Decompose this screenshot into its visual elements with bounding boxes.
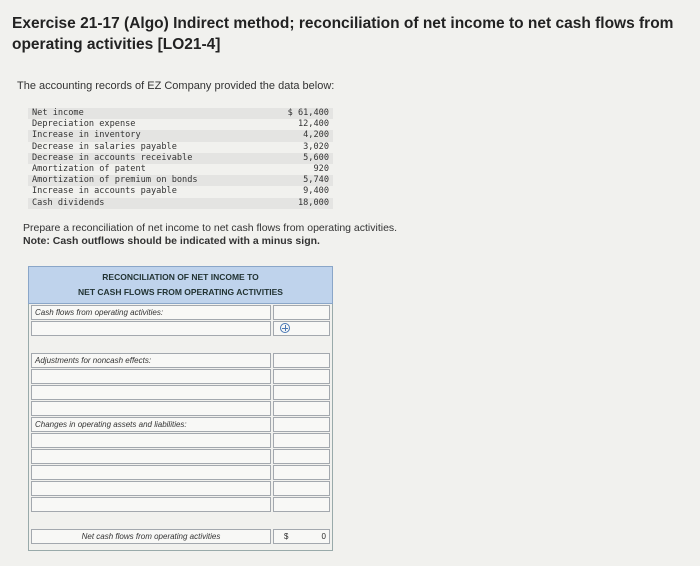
answer-label-input[interactable] (31, 321, 271, 336)
instructions (23, 222, 397, 248)
answer-amount-input[interactable] (273, 433, 330, 448)
answer-row (28, 400, 333, 416)
total-row (28, 528, 333, 544)
data-value: 18,000 (265, 198, 333, 209)
exercise-title: Exercise 21-17 (Algo) Indirect method; reconciliation of net income to net cash flows from operating activities [LO21-4] (12, 15, 674, 53)
data-row (28, 119, 333, 130)
data-value: $ 61,400 (265, 108, 333, 119)
answer-amount-input[interactable] (273, 449, 330, 464)
data-label: Net income (28, 108, 265, 119)
data-row (28, 186, 333, 197)
answer-amount-input[interactable] (273, 465, 330, 480)
spacer-row (28, 336, 333, 352)
answer-amount-input[interactable] (273, 401, 330, 416)
answer-row (28, 464, 333, 480)
answer-row (28, 480, 333, 496)
spacer-row (28, 512, 333, 528)
data-label: Increase in inventory (28, 130, 265, 141)
answer-label-input[interactable] (31, 385, 271, 400)
data-label: Cash dividends (28, 198, 265, 209)
data-value: 5,740 (265, 175, 333, 186)
data-value: 9,400 (265, 186, 333, 197)
total-label: Net cash flows from operating activities (31, 529, 271, 544)
cash-flows-section-row (28, 304, 333, 320)
cash-flows-section-amount (273, 305, 330, 320)
data-value: 920 (265, 164, 333, 175)
answer-label-input[interactable] (31, 401, 271, 416)
data-label: Depreciation expense (28, 119, 265, 130)
answer-label-input[interactable] (31, 433, 271, 448)
answer-amount-input[interactable] (273, 385, 330, 400)
answer-row (28, 384, 333, 400)
data-row (28, 164, 333, 175)
changes-section-amount (273, 417, 330, 432)
data-label: Amortization of patent (28, 164, 265, 175)
reconciliation-worksheet (28, 266, 333, 551)
answer-amount-input[interactable] (273, 321, 330, 336)
answer-label-input[interactable] (31, 369, 271, 384)
answer-label-input[interactable] (31, 497, 271, 512)
answer-amount-input[interactable] (273, 481, 330, 496)
answer-row (28, 320, 333, 336)
data-row (28, 198, 333, 209)
total-amount (273, 529, 330, 544)
answer-row (28, 496, 333, 512)
move-cursor-icon (280, 323, 290, 333)
data-label: Decrease in salaries payable (28, 142, 265, 153)
answer-label-input[interactable] (31, 481, 271, 496)
cash-flows-section-label: Cash flows from operating activities: (31, 305, 271, 320)
worksheet-header-line1: RECONCILIATION OF NET INCOME TO (102, 272, 259, 282)
instruction-note: Note: Cash outflows should be indicated with a minus sign. (23, 235, 320, 247)
answer-amount-input[interactable] (273, 369, 330, 384)
data-row (28, 175, 333, 186)
data-value: 12,400 (265, 119, 333, 130)
data-row (28, 108, 333, 119)
data-label: Decrease in accounts receivable (28, 153, 265, 164)
changes-section-label: Changes in operating assets and liabilities: (31, 417, 271, 432)
worksheet-header-line2: NET CASH FLOWS FROM OPERATING ACTIVITIES (78, 287, 283, 297)
total-currency: $ (284, 532, 289, 541)
data-value: 5,600 (265, 153, 333, 164)
answer-row (28, 432, 333, 448)
changes-section-row (28, 416, 333, 432)
adjustments-section-label: Adjustments for noncash effects: (31, 353, 271, 368)
data-value: 4,200 (265, 130, 333, 141)
worksheet-header (28, 266, 333, 304)
answer-amount-input[interactable] (273, 497, 330, 512)
data-value: 3,020 (265, 142, 333, 153)
answer-row (28, 368, 333, 384)
data-row (28, 142, 333, 153)
given-data-table (28, 108, 333, 209)
data-row (28, 153, 333, 164)
data-label: Increase in accounts payable (28, 186, 265, 197)
answer-row (28, 448, 333, 464)
total-value: 0 (321, 532, 326, 541)
data-label: Amortization of premium on bonds (28, 175, 265, 186)
instruction-text: Prepare a reconciliation of net income to net cash flows from operating activities. (23, 222, 398, 234)
adjustments-section-row (28, 352, 333, 368)
intro-text: The accounting records of EZ Company provided the data below: (17, 80, 335, 92)
answer-label-input[interactable] (31, 449, 271, 464)
answer-label-input[interactable] (31, 465, 271, 480)
data-row (28, 130, 333, 141)
adjustments-section-amount (273, 353, 330, 368)
